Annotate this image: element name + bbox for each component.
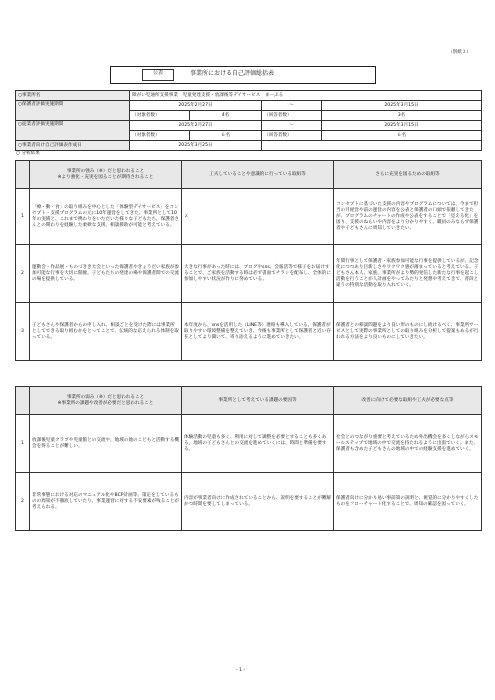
strengths-col1-title: 事業所の強み（※）だと思われること [66,168,145,174]
weaknesses-col2-header: 事業所として考えている課題の要因等 [182,387,334,415]
guardian-answer-count: 3名 [322,111,482,121]
target-count-label: （対象者数） [130,131,190,141]
tilde: ～ [262,101,322,111]
weaknesses-table [15,386,482,531]
ref-label: （別紙３） [448,50,471,55]
guardian-start: 2025年2月27日 [130,101,262,111]
page-number: - 1 - [236,668,246,673]
strengths-table [15,160,482,361]
answer-count-label: （回答者数） [262,111,322,121]
weakness-cause: 内容が事業者向けに作成されていることから、説明を要することが難解かつ時間を要してしまっている。 [182,473,334,531]
weakness-improvement: 社会とのつながり重要と考えているため外出機会を多くしながらスモールステップで地域の中で交流を持たれるように出張でいく。また、保護者も含めた子どもさんの地域の中での経験支援を進めていく。 [334,415,482,473]
weakness-cause: 体験活動の児童も多く、利用に対して調整を必要とすることも多くある。地域の子どもさんとの交流を進めていくには、時間と準備を要する。 [182,415,334,473]
public-tag: 公表 [142,69,174,81]
num-header [16,161,30,189]
weaknesses-col1-header [30,387,182,415]
strength-effort: 大きな行事があった時には、ブログやsns、会報活等で様子をお届けすることで、ご家族を活動する時は必ず書面でチラシを配布し、全体的に参加しやすい状況が作りに努めている。 [182,245,334,303]
guardian-period-label: ○保護者評価実施期間 [16,101,130,121]
tilde: ～ [262,121,322,131]
analysis-label: ○ 分析結果 [16,151,40,156]
strength-text: 「療・動・食」の取り組みを中心とした「体験型デイサービス」をコンセプト・支援プログラムの元に10年運営をしてきた。事業所として10年の実績と、これまで携わりをいただいた様々な子どもたち、保護者さんとの関わりを経験した柔軟な支援、相談援助が可能と考えている。 [30,189,182,245]
num-header [16,387,30,415]
row-number: 1 [16,415,30,473]
strengths-col1-header [30,161,182,189]
staff-answer-count: ６名 [322,131,482,141]
target-count-label: （対象者数） [130,111,190,121]
strength-text: 子どもさんや保護者からの申し入れ、相談ごとを受けた際には事業所としてできる取り組むかをとってことで、伝統的な応えられる体制を取っている。 [30,303,182,361]
staff-end: 2025年3月15日 [322,121,482,131]
strength-improvement: 保護者との相談問題をより良い形のものにし続けるべく、事業所サービスとして実際の事業所としての取り組みを分析して提案もあるが行われる方法をより良いものにしていきたい。 [334,303,482,361]
weakness-improvement: 保護者向けに分かり易い事前策の説明と、視覚的に分かりやすくしたものをフローチャート化することで、周知の確認を図っていく。 [334,473,482,531]
strength-effort: 本年度から、snsを活用した（LINE等）連絡も導入している。保護者が取りやすい環境整備を整えていき、今後も事業所として保護者と近い存在としてより聞いて、寄り添えるように進めていきたい。 [182,303,334,361]
row-number: 3 [16,303,30,361]
staff-period-label: ○従業者評価実施期間 [16,121,130,141]
strengths-col1-sub: ※より強化・充実を図ることが期待されること [57,174,154,180]
guardian-target-count: 4名 [190,111,262,121]
page-title: 事業所における自己評価総括表 [190,70,275,77]
weaknesses-col1-sub: ※事業所の課題や改善が必要だと思われること [57,400,154,406]
weaknesses-col1-title: 事業所の弱み（※）だと思われること [66,394,145,400]
row-number: 2 [16,245,30,303]
office-name-value: 障がい児通所支援事業 児童発達支援・放課後等デイサービス まーぶる [130,91,482,101]
strength-effort: ｚ [182,189,334,245]
row-number: 1 [16,189,30,245]
weakness-text: 非常事態における対応のマニュアル化やBCP計画等、策定をしているものの周知が不徹底していたり、事業運営に対する不安要素が残ることが考えられる。 [30,473,182,531]
staff-target-count: ６名 [190,131,262,141]
guardian-end: 2025年3月15日 [322,101,482,111]
report-date: 2025年3月25日 [130,141,262,151]
weaknesses-col3-header: 改善に向けて必要な取組や工夫が必要な点等 [334,387,482,415]
report-date-label: ○事業者向け自己評価表作成日 [16,141,130,151]
answer-count-label: （回答者数） [262,131,322,141]
row-number: 2 [16,473,30,531]
info-table [15,90,482,151]
office-name-label: ○事業所名 [16,91,130,101]
weakness-text: 放課後児童クラブや児童館との交流や、地域の他のこどもと活動する機会を得ることが難しい。 [30,415,182,473]
strength-text: 運動会・作品展・ものづきき大会といった保護者やきょうだい家族が参加可能な行事を大切に開催。子どもたちの発達の場や保護者間での交流の場を提供している。 [30,245,182,303]
strength-improvement: コンセプトに基づいた支援の内容やプログラムについては、今まで担当の月経営や前の運営の内容を公表と保護者の口頭で依頼してきたが、プログラムのチャートの作成や公表をすることで「見える化」を図り、支援のねらいや内容をより分かりやすく、職員のみならず保護者や子どもさんに周知していきたい。 [334,189,482,245]
strengths-col3-header: さらに充実を図るための取組等 [334,161,482,189]
strength-improvement: 年間行事として保護者・家族参加可能な行事を提供しているが、記念化につつあり目新しさやワクワク感が薄まっていると考えている。子どもさん本人、家族、事業所がより勢的発信した新たな行事を起こし活動を行うことが人計画をやってみたりと発想や考えてきて、普段と違うの特別な活動を取り入れていく。 [334,245,482,303]
empty-cell [262,141,482,151]
strengths-col2-header: 工夫していることや意識的に行っている取組等 [182,161,334,189]
staff-start: 2025年2月27日 [130,121,262,131]
